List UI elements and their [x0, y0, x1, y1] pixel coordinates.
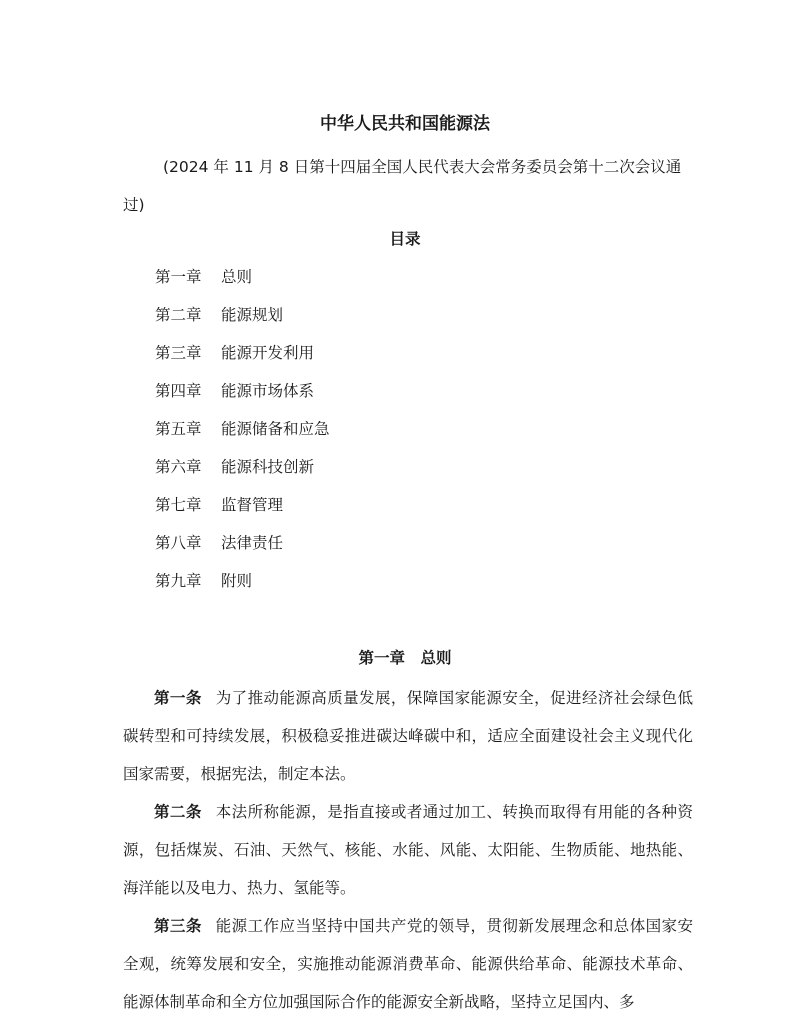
- toc-item: [155, 341, 330, 379]
- document-subtitle: (2024 年 11 月 8 日第十四届全国人民代表大会常务委员会第十二次会议通过): [123, 158, 682, 214]
- toc-item: [155, 265, 330, 303]
- toc-item-number: 第二章: [155, 306, 202, 324]
- article-label: 第三条: [154, 917, 202, 935]
- article-text: 为了推动能源高质量发展，保障国家能源安全，促进经济社会绿色低碳转型和可持续发展，积极稳妥推进碳达峰碳中和，适应全面建设社会主义现代化国家需要，根据宪法，制定本法。: [123, 689, 693, 783]
- document-title: 中华人民共和国能源法: [320, 114, 490, 134]
- toc-item-title: 能源科技创新: [221, 458, 315, 476]
- toc-item-title: 总则: [221, 268, 253, 286]
- toc-item-number: 第一章: [155, 268, 202, 286]
- article-text: 本法所称能源，是指直接或者通过加工、转换而取得有用能的各种资源，包括煤炭、石油、天然气、核能、水能、风能、太阳能、生物质能、地热能、海洋能以及电力、热力、氢能等。: [123, 803, 693, 897]
- toc-item-number: 第九章: [155, 572, 202, 590]
- article-text: 能源工作应当坚持中国共产党的领导，贯彻新发展理念和总体国家安全观，统筹发展和安全，实施推动能源消费革命、能源供给革命、能源技术革命、能源体制革命和全方位加强国际合作的能源安全新战略，坚持立足国内、多: [123, 917, 693, 1011]
- toc-item: [155, 379, 330, 417]
- article-list: [123, 679, 693, 1021]
- toc-item: [155, 455, 330, 493]
- toc-item: [155, 417, 330, 455]
- toc-item-number: 第五章: [155, 420, 202, 438]
- toc-item-number: 第七章: [155, 496, 202, 514]
- toc-item-title: 能源开发利用: [221, 344, 315, 362]
- article-paragraph: [123, 679, 693, 793]
- table-of-contents: [155, 265, 330, 607]
- toc-item: [155, 493, 330, 531]
- toc-item-title: 法律责任: [221, 534, 284, 552]
- toc-item-number: 第四章: [155, 382, 202, 400]
- toc-item-title: 能源储备和应急: [221, 420, 330, 438]
- toc-heading: 目录: [389, 230, 421, 248]
- toc-item-number: 第三章: [155, 344, 202, 362]
- toc-item-title: 能源规划: [221, 306, 284, 324]
- article-paragraph: [123, 793, 693, 907]
- toc-item: [155, 531, 330, 569]
- toc-item-title: 附则: [221, 572, 253, 590]
- toc-item-number: 第八章: [155, 534, 202, 552]
- toc-item-title: 监督管理: [221, 496, 284, 514]
- article-label: 第一条: [154, 689, 202, 707]
- toc-item: [155, 569, 330, 607]
- toc-item-title: 能源市场体系: [221, 382, 315, 400]
- toc-item: [155, 303, 330, 341]
- article-paragraph: [123, 907, 693, 1021]
- chapter-heading: 第一章 总则: [358, 649, 452, 667]
- article-label: 第二条: [154, 803, 202, 821]
- toc-item-number: 第六章: [155, 458, 202, 476]
